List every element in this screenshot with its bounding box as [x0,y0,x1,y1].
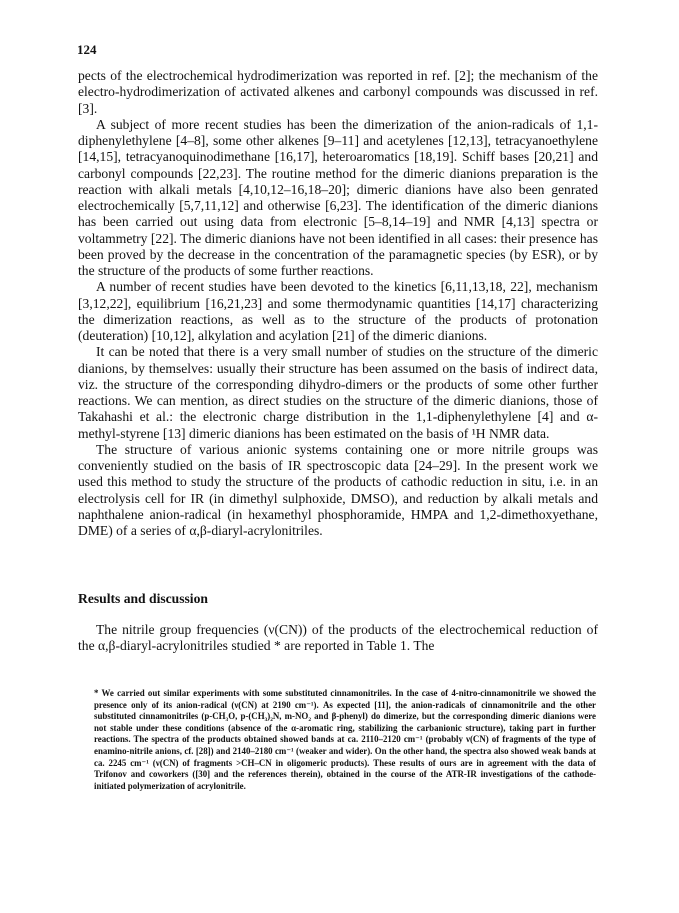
section-heading: Results and discussion [78,591,208,606]
paragraph-3: A number of recent studies have been devoted to the kinetics [6,11,13,18, 22], mechanism [3,12,22], equilibrium [16,21,23] and some thermodynamic quantities [14,17] characterizing the dimerization reactions, as well as to the structure of the products of protonation (deuteration) [10,12], alkylation and acylation [21] of the dimeric dianions. [78,279,598,343]
intro-text [78,68,598,539]
page-number: 124 [77,42,97,57]
paragraph-2: A subject of more recent studies has been the dimerization of the anion-radicals of 1,1-diphenylethylene [4–8], some other alkenes [9–11] and acetylenes [12,13], tetracyanoethylene [14,15], tetracyanoquinodimethane [16,17], heteroaromatics [18,19]. Schiff bases [20,21] and carbonyl compounds [22,23]. The routine method for the dimeric dianions preparation is the reaction with alkali metals [4,10,12–16,18–20]; dimeric dianions have also been genrated electrochemically [5,7,11,12] and otherwise [6,23]. The identification of the dimeric dianions has been carried out using data from electronic [5–8,14–19] and NMR [4,13] spectra or voltammetry [22]. The dimeric dianions have not been identified in all cases: their presence has been proved by the decrease in the concentration of the paramagnetic species (by ESR), or by the structure of the products of some further reactions. [78,116,598,278]
footnote: * We carried out similar experiments with some substituted cinnamonitriles. In the case of 4-nitro-cinnamonitrile we showed the presence only of its anion-radical (ν(CN) at 2190 cm⁻¹). As expected [11], the anion-radicals of cinnamonitrile and the other substituted cinnamonitriles (p-CH₃O, p-(CH₃)₂N, m-NO₂ and β-phenyl) do dimerize, but the corresponding dimeric dianions were not stable under these conditions (absence of the α-aromatic ring, stabilizing the carbanionic structure), taking part in further reactions. The spectra of the products obtained showed bands at ca. 2110–2120 cm⁻¹ (probably ν(CN) of fragments of the type of enamino-nitrile anions, cf. [28]) and 2140–2180 cm⁻¹ (weaker and wider). On the other hand, the spectra also showed weak bands at ca. 2245 cm⁻¹ (ν(CN) of fragments >CH–CN in oligomeric products). These results of ours are in agreement with the data of Trifonov and coworkers ([30] and the references therein), obtained in the course of the ATR-IR investigations of the cathode-initiated polymerization of acrylonitrile. [94,688,596,791]
paragraph-4: It can be noted that there is a very small number of studies on the structure of the dimeric dianions, by themselves: usually their structure has been assumed on the basis of indirect data, viz. the structure of the corresponding dihydro-dimers or the products of some other further reactions. We can mention, as direct studies on the structure of the dimeric dianions, those of Takahashi et al.: the electronic charge distribution in the 1,1-diphenylethylene [4] and α-methyl-styrene [13] dimeric dianions has been estimated on the basis of ¹H NMR data. [78,344,598,441]
paragraph-5: The structure of various anionic systems containing one or more nitrile groups was conveniently studied on the basis of IR spectroscopic data [24–29]. In the present work we used this method to study the structure of the products of cathodic reduction in situ, i.e. in an electrolysis cell for IR (in dimethyl sulphoxide, DMSO), and reduction by alkali metals and naphthalene anion-radical (in hexamethyl phosphoramide, HMPA and 1,2-dimethoxyethane, DME) of a series of α,β-diaryl-acrylonitriles. [78,441,598,538]
results-paragraph: The nitrile group frequencies (ν(CN)) of the products of the electrochemical reduction of the α,β-diaryl-acrylonitriles studied * are reported in Table 1. The [78,622,598,654]
paragraph-1: pects of the electrochemical hydrodimerization was reported in ref. [2]; the mechanism of the electro-hydrodimerization of activated alkenes and carbonyl compounds was discussed in ref. [3]. [78,68,598,116]
results-text [78,622,598,655]
